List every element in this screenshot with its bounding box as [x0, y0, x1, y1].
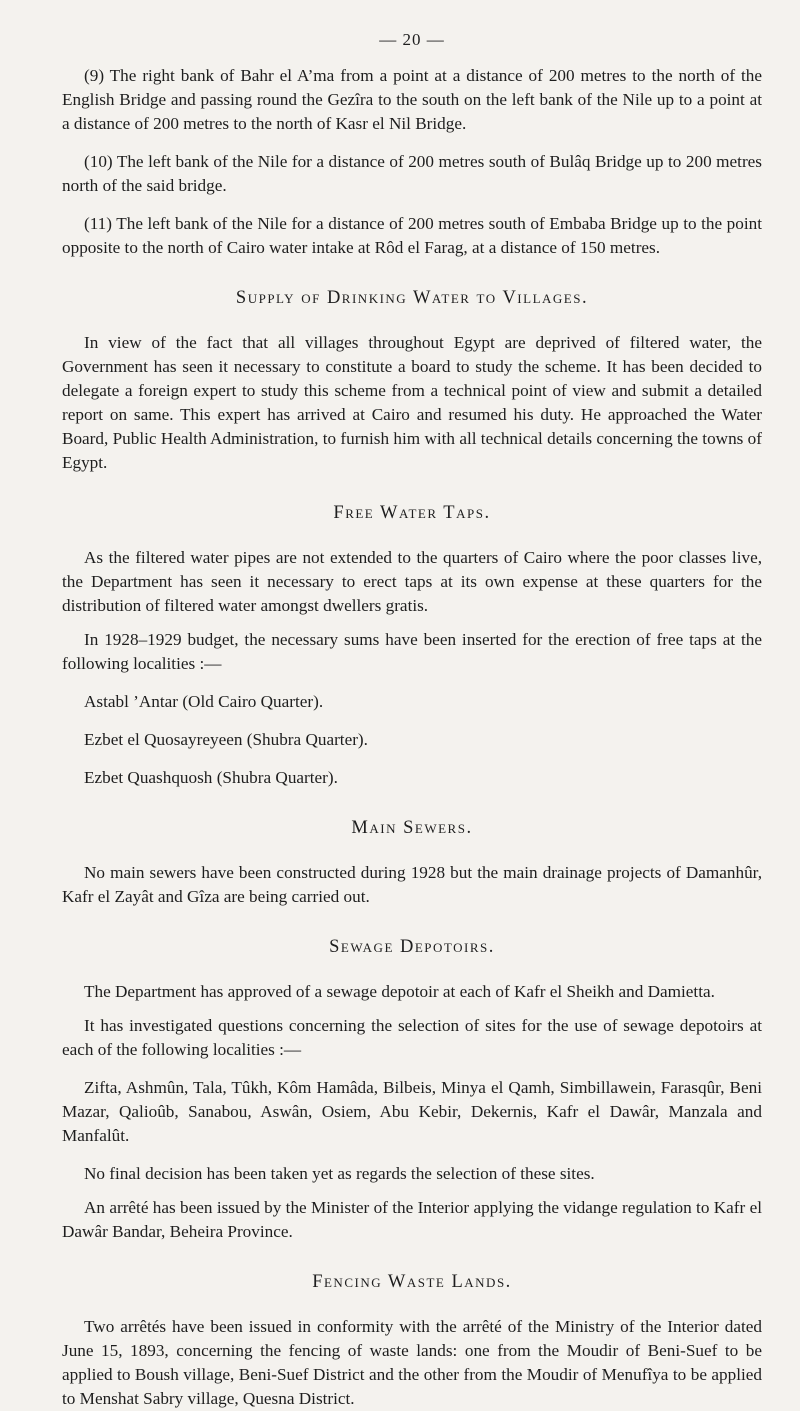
page-number: — 20 — [379, 30, 445, 49]
section-heading-supply: Supply of Drinking Water to Villages. [235, 288, 589, 308]
paragraph-item-11: (11) The left bank of the Nile for a distance of 200 metres south of Embaba Bridge up to the point opposite to the north of Cairo water intake at Rôd el Farag, at a distance of 150 metres. [62, 214, 762, 257]
sewers-paragraph: No main sewers have been constructed during 1928 but the main drainage projects of Damanhûr, Kafr el Zayât and Gîza are being carried out. [62, 863, 762, 906]
taps-paragraph-1: As the filtered water pipes are not extended to the quarters of Cairo where the poor classes live, the Department has seen it necessary to erect taps at its own expense at these quarters for the distribution of filtered water amongst dwellers gratis. [62, 548, 762, 615]
depotoirs-paragraph-2: It has investigated questions concerning the selection of sites for the use of sewage depotoirs at each of the following localities :— [62, 1016, 762, 1059]
supply-paragraph: In view of the fact that all villages throughout Egypt are deprived of filtered water, the Government has seen it necessary to constitute a board to study the scheme. It has been decided to delegate a foreign expert to study this scheme from a technical point of view and submit a detailed report on same. This expert has arrived at Cairo and resumed his duty. He approached the Water Board, Public Health Administration, to furnish him with all technical details concerning the towns of Egypt. [62, 333, 762, 472]
section-heading-sewers: Main Sewers. [351, 818, 473, 838]
taps-paragraph-2: In 1928–1929 budget, the necessary sums have been inserted for the erection of free taps at the following localities :— [62, 630, 762, 673]
depotoirs-paragraph-5: An arrêté has been issued by the Minister of the Interior applying the vidange regulation to Kafr el Dawâr Bandar, Beheira Province. [62, 1198, 762, 1241]
locality-item: Ezbet Quashquosh (Shubra Quarter). [84, 768, 338, 787]
taps-localities-list [62, 690, 762, 790]
section-heading-taps: Free Water Taps. [333, 503, 491, 523]
paragraph-item-9: (9) The right bank of Bahr el A’ma from a point at a distance of 200 metres to the north of the English Bridge and passing round the Gezîra to the south on the left bank of the Nile up to a point at a distance of 200 metres to the north of Kasr el Nil Bridge. [62, 66, 762, 133]
paragraph-item-10: (10) The left bank of the Nile for a distance of 200 metres south of Bulâq Bridge up to 200 metres north of the said bridge. [62, 152, 762, 195]
fencing-paragraph: Two arrêtés have been issued in conformity with the arrêté of the Ministry of the Interior dated June 15, 1893, concerning the fencing of waste lands: one from the Moudir of Beni-Suef to be applied to Boush village, Beni-Suef District and the other from the Moudir of Menufîya to be applied to Menshat Sabry village, Quesna District. [62, 1317, 762, 1408]
depotoirs-paragraph-4: No final decision has been taken yet as regards the selection of these sites. [84, 1164, 595, 1183]
locality-item: Ezbet el Quosayreyeen (Shubra Quarter). [84, 730, 368, 749]
depotoirs-localities: Zifta, Ashmûn, Tala, Tûkh, Kôm Hamâda, Bilbeis, Minya el Qamh, Simbillawein, Farasqûr, Beni Mazar, Qalioûb, Sanabou, Aswân, Osiem, Abu Kebir, Dekernis, Kafr el Dawâr, Manzala and Manfalût. [62, 1078, 762, 1145]
section-heading-fencing: Fencing Waste Lands. [312, 1272, 512, 1292]
depotoirs-paragraph-1: The Department has approved of a sewage depotoir at each of Kafr el Sheikh and Damietta. [84, 982, 715, 1001]
locality-item: Astabl ’Antar (Old Cairo Quarter). [84, 692, 324, 711]
section-heading-depotoirs: Sewage Depotoirs. [329, 937, 495, 957]
